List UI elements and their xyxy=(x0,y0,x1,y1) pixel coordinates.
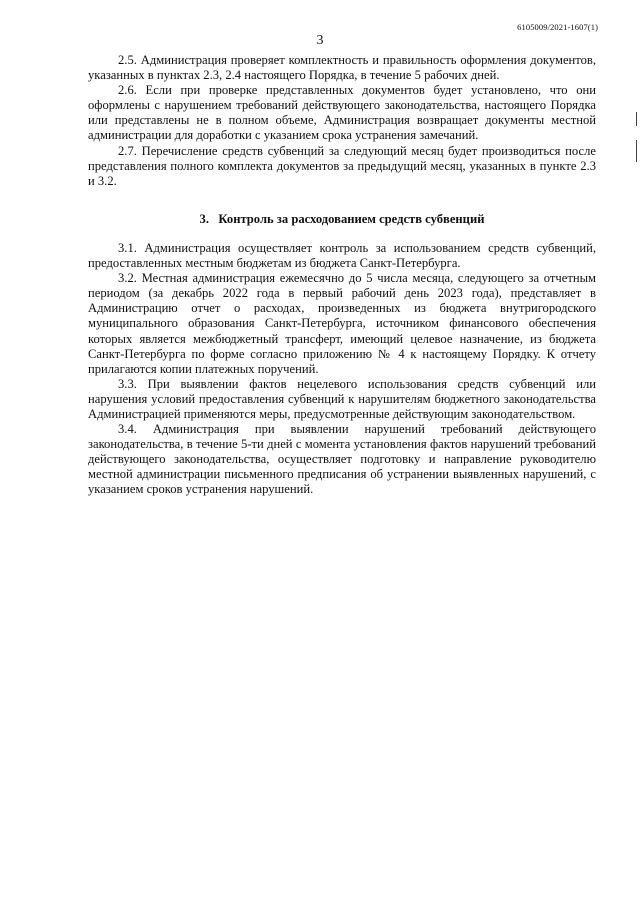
page-number: 3 xyxy=(316,33,324,48)
scan-edge-mark xyxy=(636,140,637,162)
paragraph-3-3: 3.3. При выявлении фактов нецелевого использования средств субвенций или нарушения условий предоставления субвенций к нарушителям бюджетного законодательства Администрацией применяются меры, предусмотренные действующим законодательством. xyxy=(88,376,596,421)
paragraph-3-2: 3.2. Местная администрация ежемесячно до 5 числа месяца, следующего за отчетным периодом (за декабрь 2022 года в первый рабочий день 2023 года), представляет в Администрацию отчет о расходах, произведенных из бюджета внутригородского муниципального образования Санкт-Петербурга, источником финансового обеспечения которых является межбюджетный трансферт, имеющий целевое назначение, из бюджета Санкт-Петербурга по форме согласно приложению № 4 к настоящему Порядку. К отчету прилагаются копии платежных поручений. xyxy=(88,271,596,376)
paragraph-2-7: 2.7. Перечисление средств субвенций за следующий месяц будет производиться после представления полного комплекта документов за предыдущий месяц, указанных в пункте 2.3 и 3.2. xyxy=(88,143,596,188)
document-id: 6105009/2021-1607(1) xyxy=(517,22,598,32)
scan-edge-mark xyxy=(636,112,637,126)
section-3-heading: 3. Контроль за расходованием средств субвенций xyxy=(199,211,485,226)
paragraph-3-4: 3.4. Администрация при выявлении нарушений требований действующего законодательства, в течение 5-ти дней с момента установления фактов нарушений требований действующего законодательства, осуществляет подготовку и направление руководителю местной администрации письменного предписания об устранении выявленных нарушений, с указанием сроков устранения нарушений. xyxy=(88,422,596,497)
paragraph-2-5: 2.5. Администрация проверяет комплектность и правильность оформления документов, указанных в пунктах 2.3, 2.4 настоящего Порядка, в течение 5 рабочих дней. xyxy=(88,53,596,83)
paragraph-3-1: 3.1. Администрация осуществляет контроль за использованием средств субвенций, предоставленных местным бюджетам из бюджета Санкт-Петербурга. xyxy=(88,240,596,271)
document-body xyxy=(88,53,596,498)
paragraph-2-6: 2.6. Если при проверке представленных документов будет установлено, что они оформлены с нарушением требований действующего законодательства, настоящего Порядка или представлены не в полном объеме, Администрация возвращает документы местной администрации для доработки с указанием срока устранения замечаний. xyxy=(88,83,596,143)
